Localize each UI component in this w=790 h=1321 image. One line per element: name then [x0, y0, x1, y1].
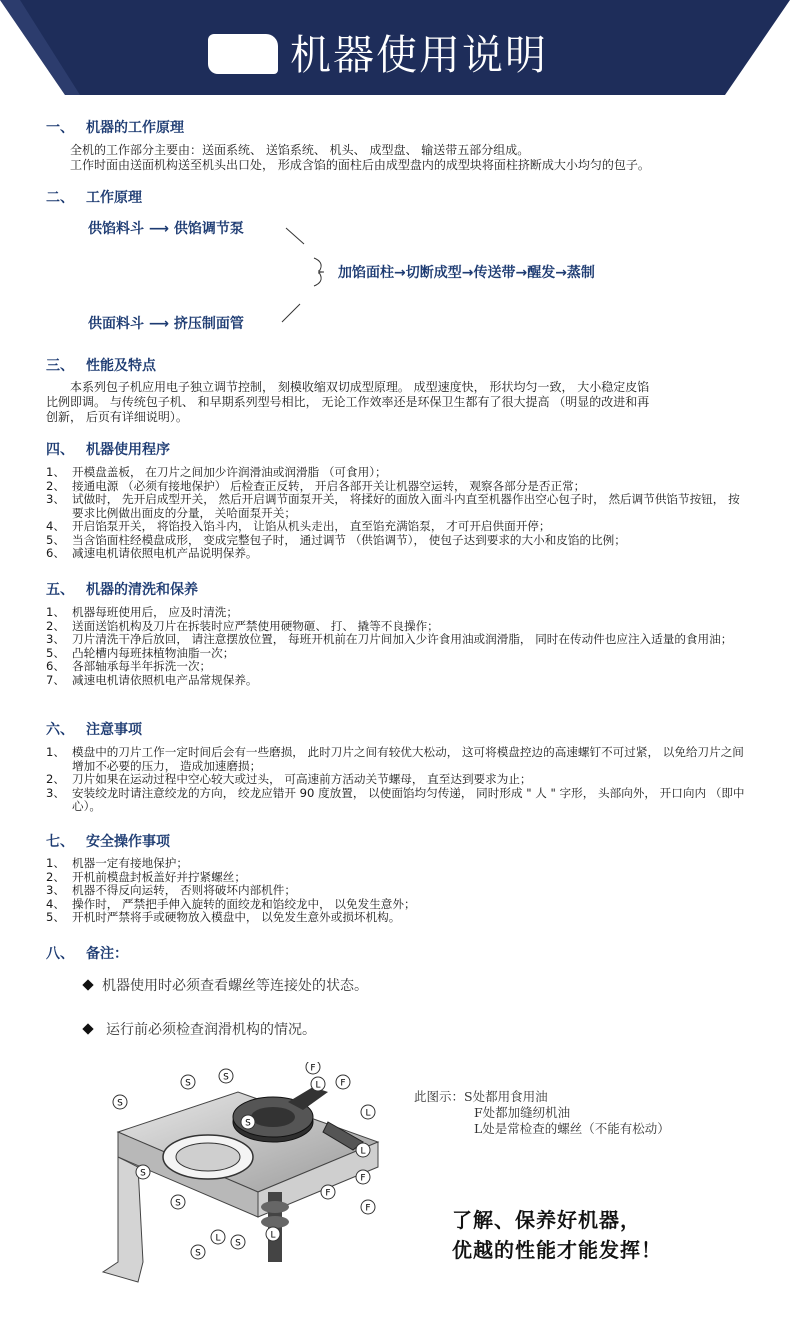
marker-s	[231, 1235, 245, 1249]
section-title-8: 八、 备注：	[46, 946, 128, 962]
marker-f	[321, 1185, 335, 1199]
marker-label: S	[235, 1238, 241, 1249]
marker-label: L	[315, 1080, 321, 1091]
marker-s	[171, 1195, 185, 1209]
marker-l	[356, 1143, 370, 1157]
marker-l	[311, 1077, 325, 1091]
marker-label: F	[360, 1173, 366, 1184]
flow-connectors	[280, 220, 340, 330]
marker-f	[336, 1075, 350, 1089]
list-item: 5、 开机时严禁将手或硬物放入模盘中， 以免发生意外或损坏机构。	[46, 910, 401, 924]
section-4-list	[46, 466, 746, 561]
marker-label: S	[185, 1078, 191, 1089]
marker-s	[219, 1069, 233, 1083]
list-item: 3、 安装绞龙时请注意绞龙的方向， 绞龙应错开 90 度放置， 以使面馅均匀传递， 同时形成 " 人 " 字形， 头部向外， 开口向内 （即中心）。	[46, 785, 745, 813]
flow-top-row: 供馅料斗 ⟶ 供馅调节泵	[88, 221, 244, 237]
section-5-list	[46, 606, 746, 687]
list-item: 6、 各部轴承每半年拆洗一次；	[46, 659, 212, 673]
list-item: 6、 减速电机请依照电机产品说明保养。	[46, 546, 258, 560]
logo	[208, 34, 278, 74]
slogan-line-2: 优越的性能才能发挥！	[452, 1238, 662, 1262]
marker-l	[361, 1105, 375, 1119]
marker-s	[241, 1115, 255, 1129]
marker-l	[211, 1230, 225, 1244]
section-title-1: 一、 机器的工作原理	[46, 120, 184, 136]
marker-label: L	[360, 1146, 366, 1157]
header-banner	[0, 0, 790, 95]
marker-label: F	[365, 1203, 371, 1214]
marker-s	[191, 1245, 205, 1259]
list-item: 1、 模盘中的刀片工作一定时间后会有一些磨损， 此时刀片之间有较优大松动， 这可将模盘控边的高速螺钉不可过紧， 以免给刀片之间增加不必要的压力， 造成加速磨损；	[46, 745, 744, 773]
diamond-bullet-icon	[82, 1023, 93, 1034]
section-7-list	[46, 857, 746, 925]
section-title-5: 五、 机器的清洗和保养	[46, 582, 198, 598]
figure-legend: 此图示：S处都用食用油 F处都加缝纫机油 L处是常检查的螺丝（不能有松动）	[414, 1089, 670, 1136]
marker-f	[356, 1170, 370, 1184]
flow-chain: 加馅面柱→切断成型→传送带→醒发→蒸制	[338, 265, 595, 281]
section-3-body: 本系列包子机应用电子独立调节控制， 刻模收缩双切成型原理。 成型速度快， 形状均匀一致， 大小稳定皮馅 比例即调。 与传统包子机、 和早期系列型号相比， 无论工作效率还是环保卫生都有了很大提高 （明显的改进和再 创新， 后页有详细说明）。	[46, 380, 650, 424]
note-2: 运行前必须检查润滑机构的情况。	[84, 1019, 316, 1039]
section-1-body: 全机的工作部分主要由：送面系统、 送馅系统、 机头、 成型盘、 输送带五部分组成。 工作时面由送面机构送至机头出口处， 形成含馅的面柱后由成型盘内的成型块将面柱挤断成大小均匀的包子。	[70, 143, 650, 172]
diamond-bullet-icon	[82, 979, 93, 990]
list-item: 3、 机器不得反向运转， 否则将破坏内部机件；	[46, 883, 296, 897]
marker-label: S	[195, 1248, 201, 1259]
page-title: 机器使用说明	[290, 31, 548, 79]
marker-f	[306, 1062, 320, 1074]
list-item: 2、 送面送馅机构及刀片在拆装时应严禁使用硬物砸、 打、 撬等不良操作；	[46, 618, 439, 633]
list-item: 4、 操作时， 严禁把手伸入旋转的面绞龙和馅绞龙中， 以免发生意外；	[46, 896, 416, 911]
list-item: 4、 开启馅泵开关， 将馅投入馅斗内， 让馅从机头走出， 直至馅充满馅泵， 才可开启供面开停；	[46, 519, 551, 533]
note-1: 机器使用时必须查看螺丝等连接处的状态。	[84, 975, 368, 995]
section-6-list	[46, 746, 746, 814]
list-item: 2、 刀片如果在运动过程中空心较大或过头， 可高速前方活动关节螺母， 直至达到要求为止；	[46, 772, 532, 786]
marker-label: L	[215, 1233, 221, 1244]
section-title-7: 七、 安全操作事项	[46, 834, 170, 850]
marker-label: F	[325, 1188, 331, 1199]
flow-bottom-row: 供面料斗 ⟶ 挤压制面管	[88, 316, 244, 332]
marker-label: S	[175, 1198, 181, 1209]
list-item: 5、 凸轮槽内每班抹植物油脂一次；	[46, 645, 235, 660]
section-title-2: 二、 工作原理	[46, 190, 142, 206]
marker-label: S	[223, 1072, 229, 1083]
marker-label: F	[340, 1078, 346, 1089]
list-item: 5、 当含馅面柱经模盘成形， 变成完整包子时， 通过调节 （供馅调节）， 使包子达到要求的大小和皮馅的比例；	[46, 532, 626, 547]
marker-label: L	[365, 1108, 371, 1119]
list-item: 2、 开机前模盘封板盖好并拧紧螺丝；	[46, 869, 246, 884]
marker-label: L	[270, 1230, 276, 1241]
list-item: 2、 接通电源 （必须有接地保护） 后检查正反转， 开启各部开关让机器空运转， 观察各部分是否正常；	[46, 478, 586, 493]
section-title-4: 四、 机器使用程序	[46, 442, 170, 458]
list-item: 7、 减速电机请依照机电产品常规保养。	[46, 672, 258, 687]
marker-s	[181, 1075, 195, 1089]
marker-label: S	[117, 1098, 123, 1109]
section-title-3: 三、 性能及特点	[46, 358, 156, 374]
figure-markers	[98, 1062, 398, 1292]
list-item: 3、 刀片清洗干净后放回， 请注意摆放位置， 每班开机前在刀片间加入少许食用油或润滑脂， 同时在传动件也应注入适量的食用油；	[46, 632, 733, 646]
list-item: 1、 机器一定有接地保护；	[46, 856, 188, 870]
marker-label: S	[245, 1118, 251, 1129]
list-item: 3、 试做时， 先开启成型开关， 然后开启调节面泵开关， 将揉好的面放入面斗内直至机器作出空心包子时， 然后调节供馅节按钮， 按要求比例做出面皮的分量， 关哈面泵开关；	[46, 492, 740, 520]
list-item: 1、 机器每班使用后， 应及时清洗；	[46, 605, 238, 619]
marker-s	[113, 1095, 127, 1109]
list-item: 1、 开模盘盖板， 在刀片之间加少许润滑油或润滑脂 （可食用）；	[46, 465, 387, 479]
slogan-line-1: 了解、保养好机器，	[452, 1208, 641, 1232]
marker-label: F	[310, 1063, 316, 1074]
section-title-6: 六、 注意事项	[46, 722, 142, 738]
marker-f	[361, 1200, 375, 1214]
marker-s	[136, 1165, 150, 1179]
marker-l	[266, 1227, 280, 1241]
marker-label: S	[140, 1168, 146, 1179]
